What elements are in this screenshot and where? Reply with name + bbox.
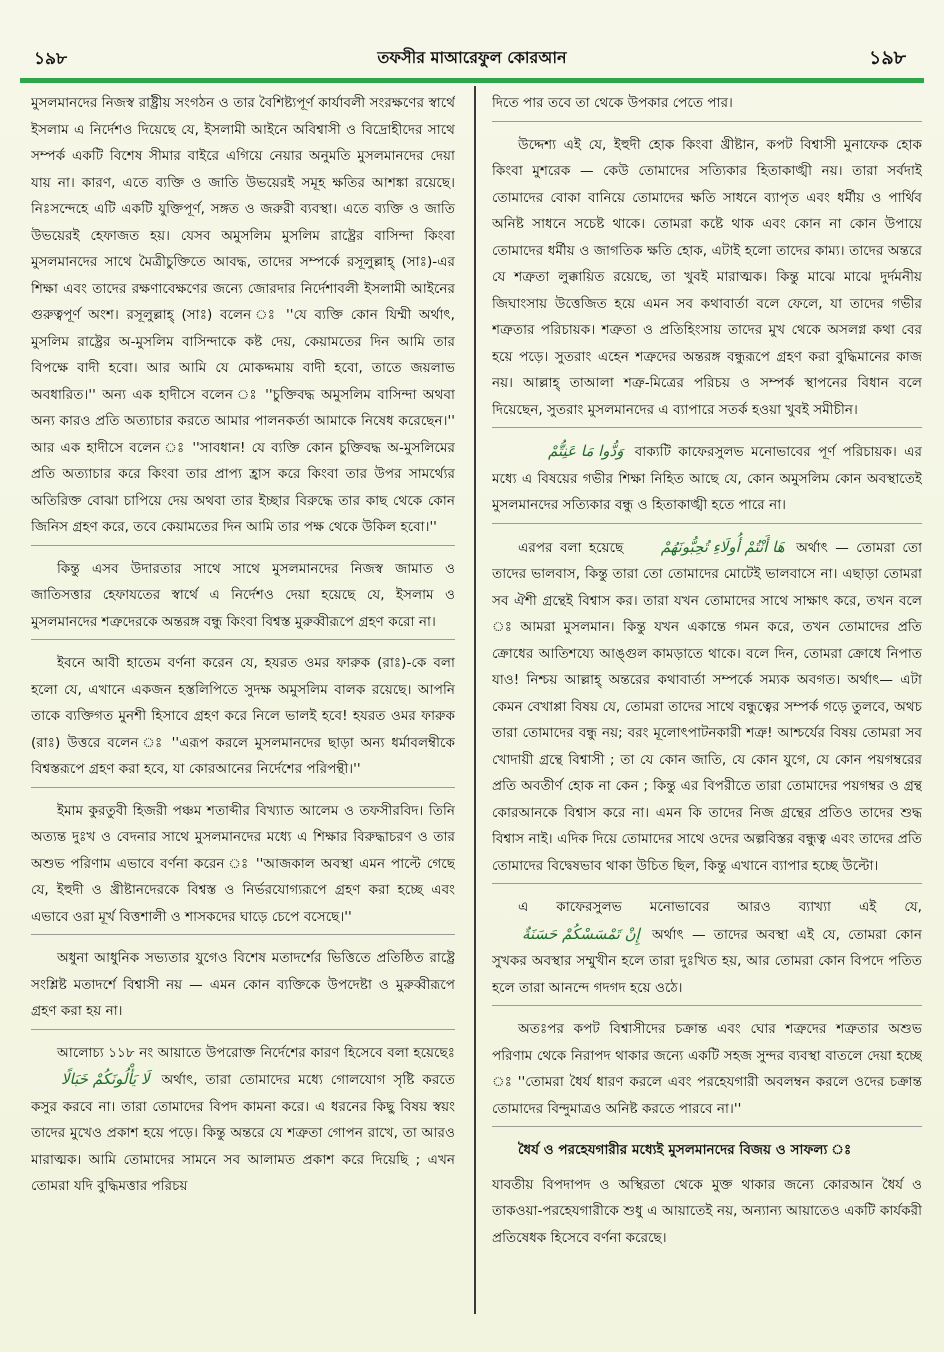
paragraph-text: অর্থাৎ, তারা তোমাদের মধ্যে গোলযোগ সৃষ্টি করতে কসুর করবে না। তারা তোমাদের বিপদ কামনা করে। এ ধরনের কিছু বিষয় স্বয়ং তাদের মুখেও প্রকাশ হয়ে পড়ে। কিন্তু অন্তরে যে শত্রুতা গোপন রাখে, তা আরও মারাত্মক। আমি তোমাদের সামনে সব আলামত প্রকাশ করে দিয়েছি ; এখন তোমরা যদি বুদ্ধিমত্তার পরিচয়: [31, 1072, 455, 1194]
paragraph-text: এ কাফেরসুলভ মনোভাবের আরও ব্যাখ্যা এই যে,: [518, 899, 922, 915]
paragraph-text: আলোচ্য ১১৮ নং আয়াতে উপরোক্ত নির্দেশের কারণ হিসেবে বলা হয়েছেঃ: [57, 1044, 455, 1061]
paragraph: অতঃপর কপট বিশ্বাসীদের চক্রান্ত এবং ঘোর শত্রুদের শত্রুতার অশুভ পরিণাম থেকে নিরাপদ থাকার জন্যে একটি সহজ সুন্দর ব্যবস্থা বাতলে দেয়া হচ্ছে ঃ ''তোমরা ধৈর্য ধারণ করলে এবং পরহেযগারী অবলম্বন করলে ওদের চক্রান্ত তোমাদের বিন্দুমাত্রও অনিষ্ট করতে পারবে না।'': [492, 1016, 922, 1127]
paragraph: ইবনে আবী হাতেম বর্ণনা করেন যে, হযরত ওমর ফারুক (রাঃ)-কে বলা হলো যে, এখানে একজন হস্তলিপিতে সুদক্ষ অমুসলিম বালক রয়েছে। আপনি তাকে ব্যক্তিগত মুনশী হিসাবে গ্রহণ করে নিলে ভালই হবে! হযরত ওমর ফারুক (রাঃ) উত্তরে বলেন ঃ ''এরূপ করলে মুসলমানদের ছাড়া অন্য ধর্মাবলম্বীকে বিশ্বস্তরূপে গ্রহণ করা হবে, যা কোরআনের নির্দেশের পরিপন্থী।'': [31, 650, 455, 788]
running-title: তফসীর মাআরেফুল কোরআন: [377, 48, 567, 67]
paragraph: অধুনা আধুনিক সভ্যতার যুগেও বিশেষ মতাদর্শের ভিত্তিতে প্রতিষ্ঠিত রাষ্ট্রে সংশ্লিষ্ট মতাদর্শে বিশ্বাসী নয় — এমন কোন ব্যক্তিকে উপদেষ্টা ও মুরুব্বীরূপে গ্রহণ করা হয় না।: [31, 945, 455, 1030]
arabic-verse: وَدُّوا مَا عَنِتُّمْ: [548, 442, 624, 460]
header-rule: [20, 78, 924, 83]
right-column: [492, 90, 922, 1312]
paragraph-text: এরপর বলা হয়েছে: [518, 539, 624, 556]
paragraph: ইমাম কুরতুবী হিজরী পঞ্চম শতাব্দীর বিখ্যাত আলেম ও তফসীরবিদ। তিনি অত্যন্ত দুঃখ ও বেদনার সাথে মুসলমানদের মধ্যে এ শিক্ষার বিরুদ্ধাচরণ ও তার অশুভ পরিণাম এভাবে বর্ণনা করেন ঃ ''আজকাল অবস্থা এমন পাল্টে গেছে যে, ইহুদী ও খ্রীষ্টানদেরকে বিশ্বস্ত ও নির্ভরযোগ্যরূপে গ্রহণ করা হচ্ছে এবং এভাবে ওরা মূর্খ বিত্তশালী ও শাসকদের ঘাড়ে চেপে বসেছে।'': [31, 798, 455, 936]
page-header: [24, 40, 920, 80]
page-number-left: ১৯৮: [34, 49, 68, 69]
paragraph-text: বাক্যটি কাফেরসুলভ মনোভাবের পূর্ণ পরিচায়ক। এর মধ্যে এ বিষয়ের গভীর শিক্ষা নিহিত আছে যে, কোন অমুসলিম কোন অবস্থাতেই মুসলমানদের সত্যিকার বন্ধু ও হিতাকাঙ্খী হতে পারে না।: [492, 444, 922, 513]
arabic-verse: لَا يَأْلُونَكُمْ خَبَالًا: [61, 1070, 150, 1088]
paragraph: [492, 438, 922, 524]
arabic-verse: إِنْ تَمْسَسْكُمْ حَسَنَةٌ: [522, 924, 640, 943]
paragraph-text: অর্থাৎ — তোমরা তো তাদের ভালবাস, কিন্তু তারা তো তোমাদের মোটেই ভালবাসে না। এছাড়া তোমরা সব ঐশী গ্রন্থেই বিশ্বাস কর। তারা যখন তোমাদের সাথে সাক্ষাৎ করে, তখন বলে ঃ আমরা মুসলমান। কিন্তু যখন একান্তে গমন করে, তখন তোমাদের প্রতি ক্রোধের আতিশয্যে আঙ্গুল কামড়াতে থাকে। বলে দিন, তোমরা ক্রোধে নিপাত যাও! নিশ্চয় আল্লাহ্ অন্তরের কথাবার্তা সম্পর্কে সম্যক অবগত। অর্থাৎ— এটা কেমন বেখাপ্পা বিষয় যে, তোমরা তাদের সাথে বন্ধুত্বের সম্পর্ক গড়ে তুলবে, অথচ তারা তোমাদের বন্ধু নয়; বরং মূলোৎপাটনকারী শত্রু! আশ্চর্যের বিষয় তোমরা সব খোদায়ী গ্রন্থে বিশ্বাসী ; তা যে কোন জাতি, যে কোন যুগে, যে কোন পয়গম্বরের প্রতি অবতীর্ণ হোক না কেন ; কিন্তু এর বিপরীতে তারা তোমাদের পয়গম্বর ও গ্রন্থ কোরআনকে বিশ্বাস করে না। এমন কি তাদের নিজ গ্রন্থের প্রতিও তাদের শুদ্ধ বিশ্বাস নাই। এদিক দিয়ে তোমাদের সাথে ওদের অল্পবিস্তর বন্ধুত্ব এবং তাদের প্রতি তোমাদের বিদ্বেষভাব থাকা উচিত ছিল, কিন্তু এখানে ব্যাপার হচ্ছে উল্টো।: [492, 539, 922, 874]
paragraph: মুসলমানদের নিজস্ব রাষ্ট্রীয় সংগঠন ও তার বৈশিষ্ট্যপূর্ণ কার্যাবলী সংরক্ষণের স্বার্থে ইসলাম এ নির্দেশও দিয়েছে যে, ইসলামী আইনে অবিশ্বাসী ও বিদ্রোহীদের সাথে সম্পর্ক একটি বিশেষ সীমার বাইরে এগিয়ে নেয়ার অনুমতি মুসলমানদের দেয়া যায় না। কারণ, এতে ব্যক্তি ও জাতি উভয়েরই সমূহ ক্ষতির আশঙ্কা রয়েছে। নিঃসন্দেহে এটি একটি যুক্তিপূর্ণ, সঙ্গত ও জরুরী ব্যবস্থা। এতে ব্যক্তি ও জাতি উভয়েরই হেফাজত হয়। যেসব অমুসলিম মুসলিম রাষ্ট্রের বাসিন্দা কিংবা মুসলমানদের সাথে মৈত্রীচুক্তিতে আবদ্ধ, তাদের সম্পর্কে রসূলুল্লাহ্ (সাঃ)-এর শিক্ষা এবং তাদের রক্ষণাবেক্ষণের জন্যে জোরদার নির্দেশাবলী ইসলামী আইনের গুরুত্বপূর্ণ অংশ। রসূলুল্লাহ্ (সাঃ) বলেন ঃ ''যে ব্যক্তি কোন যিম্মী অর্থাৎ, মুসলিম রাষ্ট্রের অ-মুসলিম বাসিন্দাকে কষ্ট দেয়, কেয়ামতের দিন আমি তার বিপক্ষে বাদী হবো। আর আমি যে মোকদ্দমায় বাদী হবো, তাতে জয়লাভ অবধারিত।'' অন্য এক হাদীসে বলেন ঃ ''চুক্তিবদ্ধ অমুসলিম বাসিন্দা অথবা অন্য কারও প্রতি অত্যাচার করতে আমার পালনকর্তা আমাকে নিষেধ করেছেন।'' আর এক হাদীসে বলেন ঃ ''সাবধান! যে ব্যক্তি কোন চুক্তিবদ্ধ অ-মুসলিমের প্রতি অত্যাচার করে কিংবা তার প্রাপ্য হ্রাস করে কিংবা তার উপর সামর্থ্যের অতিরিক্ত বোঝা চাপিয়ে দেয় অথবা তার ইচ্ছার বিরুদ্ধে তার কাছ থেকে কোন জিনিস গ্রহণ করে, তবে কেয়ামতের দিন আমি তার পক্ষ থেকে উকিল হবো।'': [31, 90, 455, 546]
left-column: [31, 90, 455, 1312]
paragraph: যাবতীয় বিপদাপদ ও অস্থিরতা থেকে মুক্ত থাকার জন্যে কোরআন ধৈর্য ও তাকওয়া-পরহেযগারীকে শুধু এ আয়াতেই নয়, অন্যান্য আয়াতেও একটি কার্যকরী প্রতিষেধক হিসেবে বর্ণনা করেছে।: [492, 1176, 922, 1246]
paragraph: কিন্তু এসব উদারতার সাথে সাথে মুসলমানদের নিজস্ব জামাত ও জাতিসত্তার হেফাযতের স্বার্থে এ নির্দেশও দেয়া হয়েছে যে, ইসলাম ও মুসলমানদের শত্রুদেরকে অন্তরঙ্গ বন্ধু কিংবা বিশ্বস্ত মুরুব্বীরূপে গ্রহণ করো না।: [31, 556, 455, 641]
paragraph: উদ্দেশ্য এই যে, ইহুদী হোক কিংবা খ্রীষ্টান, কপট বিশ্বাসী মুনাফেক হোক কিংবা মুশরেক — কেউ তোমাদের সত্যিকার হিতাকাঙ্খী নয়। তারা সর্বদাই তোমাদের বোকা বানিয়ে তোমাদের ক্ষতি সাধনে ব্যাপৃত এবং ধর্মীয় ও পার্থিব অনিষ্ট সাধনে সচেষ্ট থাকে। তোমরা কষ্টে থাক এবং কোন না কোন উপায়ে তোমাদের ধর্মীয় ও জাগতিক ক্ষতি হোক, এটাই হলো তাদের কাম্য। তাদের অন্তরে যে শত্রুতা লুক্কায়িত রয়েছে, তা খুবই মারাত্মক। কিন্তু মাঝে মাঝে দুর্দমনীয় জিঘাংসায় উত্তেজিত হয়ে এমন সব কথাবার্তা বলে ফেলে, যা তাদের গভীর শত্রুতার পরিচায়ক। শত্রুতা ও প্রতিহিংসায় তাদের মুখ থেকে অসলগ্ন কথা বের হয়ে পড়ে। সুতরাং এহেন শত্রুদের অন্তরঙ্গ বন্ধুরূপে গ্রহণ করা বুদ্ধিমানের কাজ নয়। আল্লাহ্ তাআলা শত্রু-মিত্রের পরিচয় ও সম্পর্ক স্থাপনের বিধান বলে দিয়েছেন, সুতরাং মুসলমানদের এ ব্যাপারে সতর্ক হওয়া খুবই সমীচীন।: [492, 132, 922, 429]
paragraph: [31, 1040, 455, 1200]
paragraph: [492, 534, 922, 885]
paragraph-text: অর্থাৎ — তাদের অবস্থা এই যে, তোমরা কোন সুখকর অবস্থার সম্মুখীন হলে তারা দুঃখিত হয়, আর তোমরা কোন বিপদে পতিত হলে তারা আনন্দে গদগদ হয়ে ওঠে।: [492, 926, 922, 996]
paragraph: [492, 894, 922, 1006]
page-number-right: ১৯৮: [869, 47, 906, 69]
paragraph: দিতে পার তবে তা থেকে উপকার পেতে পার।: [492, 90, 922, 122]
section-heading: ধৈর্য ও পরহেযগারীর মধ্যেই মুসলমানদের বিজয় ও সাফল্য ঃ: [518, 1142, 852, 1158]
column-divider: [474, 86, 476, 1314]
arabic-verse: هَا أَنْتُمْ أُولَاءِ تُحِبُّونَهُمْ: [660, 537, 785, 556]
